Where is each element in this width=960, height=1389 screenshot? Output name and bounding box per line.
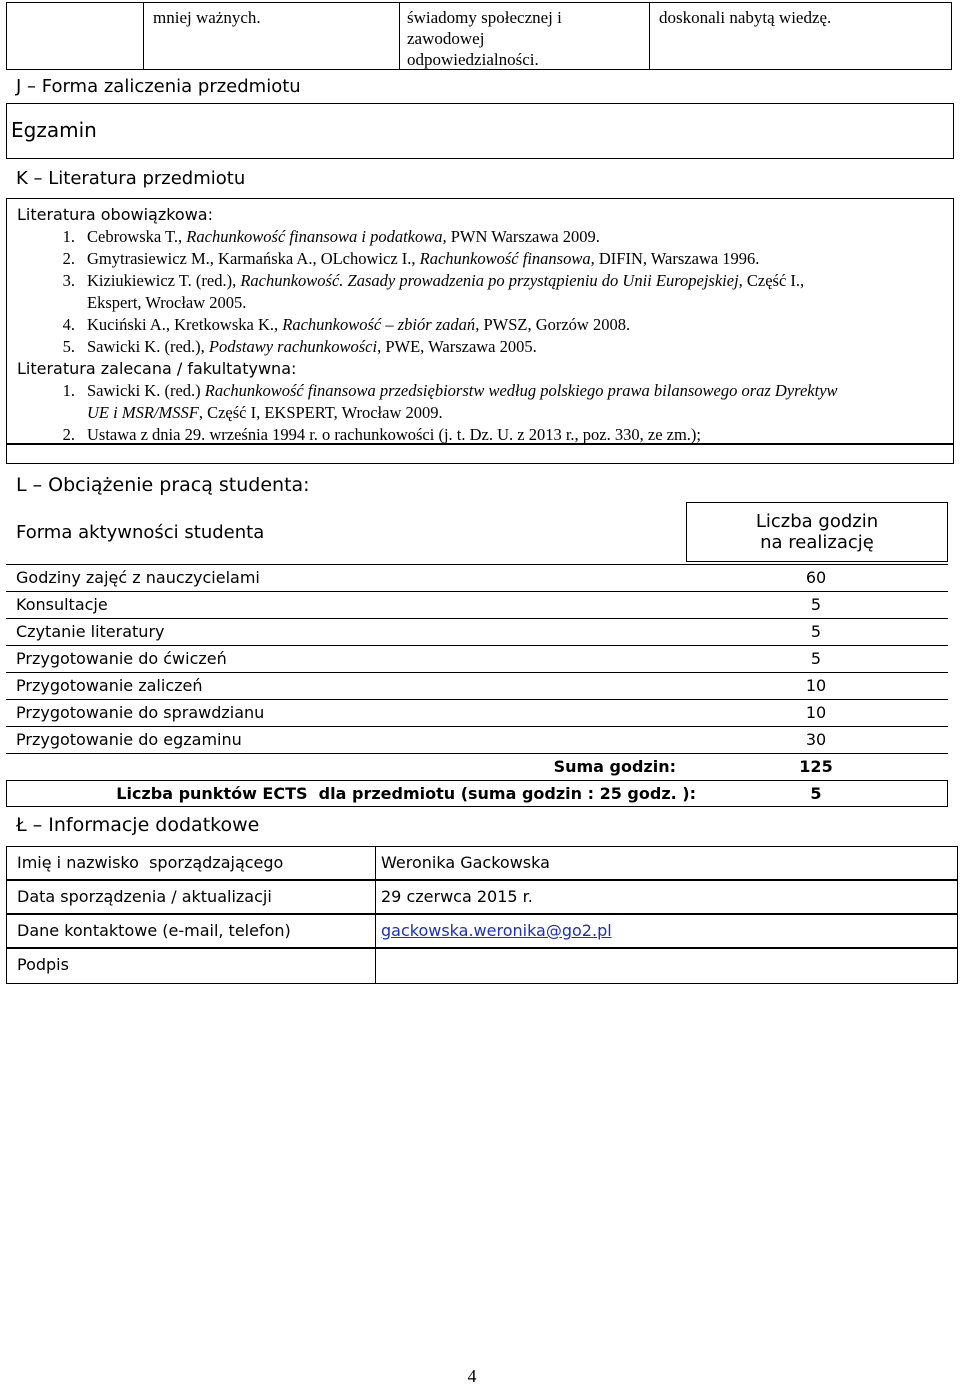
workload-row-label: Konsultacje bbox=[16, 595, 108, 614]
hours-header-line1: Liczba godzin bbox=[755, 511, 879, 532]
workload-row-value: 5 bbox=[810, 622, 822, 641]
section-j-heading: J – Forma zaliczenia przedmiotu bbox=[16, 76, 301, 97]
required-item-3-cont: Ekspert, Wrocław 2005. bbox=[87, 293, 247, 312]
workload-row-value: 60 bbox=[805, 568, 827, 587]
ects-label: Liczba punktów ECTS dla przedmiotu (suma godzin : 25 godz. ): bbox=[116, 784, 696, 803]
author-value: Weronika Gackowska bbox=[381, 853, 550, 872]
workload-row-label: Czytanie literatury bbox=[16, 622, 165, 641]
workload-row-label: Przygotowanie zaliczeń bbox=[16, 676, 203, 695]
ects-value: 5 bbox=[810, 784, 822, 803]
top-row-col2: świadomy społecznej i zawodowej odpowiedzialności. bbox=[407, 8, 562, 69]
workload-row-value: 10 bbox=[805, 703, 827, 722]
workload-row-label: Przygotowanie do ćwiczeń bbox=[16, 649, 227, 668]
workload-header-hours bbox=[686, 502, 948, 562]
exam-form-value: Egzamin bbox=[11, 118, 97, 142]
workload-row-value: 30 bbox=[805, 730, 827, 749]
recommended-item-1-cont: UE i MSR/MSSF, Część I, EKSPERT, Wrocław 2009. bbox=[87, 403, 443, 422]
workload-row-value: 5 bbox=[810, 595, 822, 614]
workload-row-value: 10 bbox=[805, 676, 827, 695]
contact-email-link[interactable]: gackowska.weronika@go2.pl bbox=[381, 921, 612, 940]
info-row-author bbox=[6, 846, 958, 880]
date-label: Data sporządzenia / aktualizacji bbox=[17, 887, 272, 906]
activity-header: Forma aktywności studenta bbox=[16, 522, 265, 543]
top-row-table bbox=[6, 2, 952, 70]
page-number: 4 bbox=[467, 1366, 477, 1386]
hours-header-line2: na realizację bbox=[760, 532, 874, 553]
contact-label: Dane kontaktowe (e-mail, telefon) bbox=[17, 921, 291, 940]
top-row-col1: mniej ważnych. bbox=[153, 8, 261, 27]
section-k-heading: K – Literatura przedmiotu bbox=[16, 168, 246, 189]
workload-row-label: Godziny zajęć z nauczycielami bbox=[16, 568, 260, 587]
info-row-contact bbox=[6, 914, 958, 948]
top-row-col3: doskonali nabytą wiedzę. bbox=[659, 8, 832, 27]
literature-box: Literatura obowiązkowa: 1. Cebrowska T., Rachunkowość finansowa i podatkowa, PWN Warszawa 2009. 2. Gmytrasiewicz M., Karmańska A., OLchowicz I., Rachunkowość finansowa, DIFIN, Warszawa 1996. 3. Kiziukiewicz T. (red.), Rachunkowość. Zasady prowadzenia po przystąpieniu do Unii Europejskiej, Część I., Ekspert, Wrocław 2005. 4. Kuciński A., Kretkowska K., Rachunkowość – zbiór zadań, PWSZ, Gorzów 2008. 5. Sawicki K. (red.), Podstawy rachunkowości, PWE, Warszawa 2005. Literatura zalecana / fakultatywna: 1. Sawicki K. (red.) Rachunkowość finansowa przedsiębiorstw według polskiego prawa bilansowego oraz Dyrektyw UE i MSR/MSSF, Część I, EKSPERT, Wrocław 2009. 2. Ustawa z dnia 29. września 1994 r. o rachunkowości (j. t. Dz. U. z 2013 r., poz. 330, ze zm.); bbox=[6, 198, 954, 444]
signature-label: Podpis bbox=[17, 955, 69, 974]
sum-hours-label: Suma godzin: bbox=[553, 757, 676, 776]
date-value: 29 czerwca 2015 r. bbox=[381, 887, 533, 906]
recommended-literature-heading: Literatura zalecana / fakultatywna: bbox=[17, 359, 297, 378]
info-row-date bbox=[6, 880, 958, 914]
section-j-box bbox=[6, 103, 954, 159]
sum-hours-value: 125 bbox=[799, 757, 833, 776]
literature-spacer-row bbox=[6, 444, 954, 464]
author-label: Imię i nazwisko sporządzającego bbox=[17, 853, 284, 872]
required-literature-heading: Literatura obowiązkowa: bbox=[17, 205, 213, 224]
workload-row-label: Przygotowanie do sprawdzianu bbox=[16, 703, 265, 722]
section-l-heading: L – Obciążenie pracą studenta: bbox=[16, 474, 310, 496]
workload-row-label: Przygotowanie do egzaminu bbox=[16, 730, 242, 749]
section-l2-heading: Ł – Informacje dodatkowe bbox=[16, 814, 260, 836]
workload-row-value: 5 bbox=[810, 649, 822, 668]
info-row-signature bbox=[6, 948, 958, 984]
